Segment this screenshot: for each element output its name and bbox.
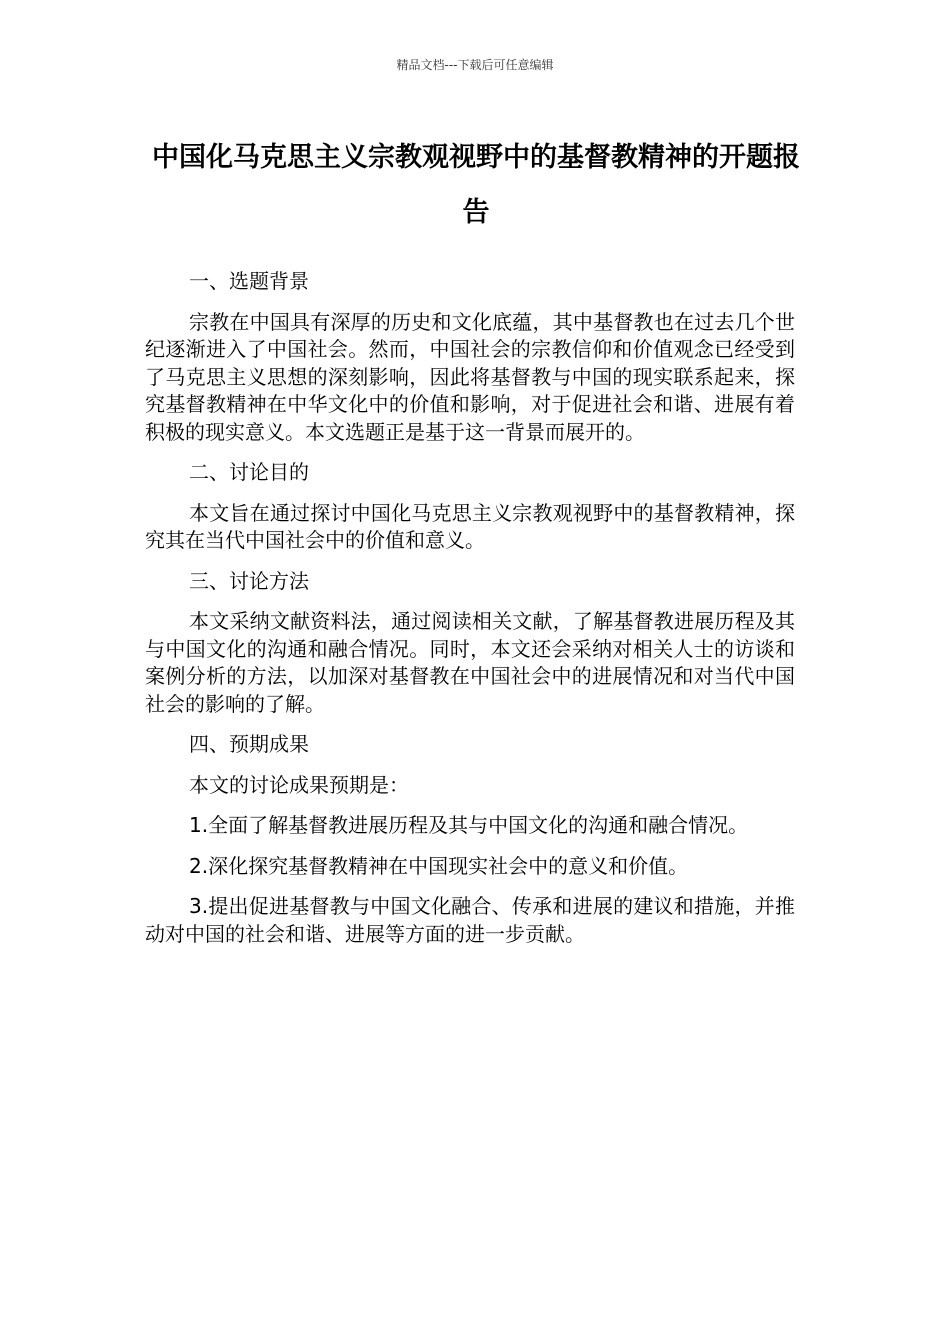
paragraph-background: 宗教在中国具有深厚的历史和文化底蕴，其中基督教也在过去几个世纪逐渐进入了中国社会。然而，中国社会的宗教信仰和价值观念已经受到了马克思主义思想的深刻影响，因此将基督教与中国的现实联系起来，探究基督教精神在中华文化中的价值和影响，对于促进社会和谐、进展有着积极的现实意义。本文选题正是基于这一背景而展开的。 [145,309,795,444]
paragraph-method: 本文采纳文献资料法，通过阅读相关文献，了解基督教进展历程及其与中国文化的沟通和融合情况。同时，本文还会采纳对相关人士的访谈和案例分析的方法，以加深对基督教在中国社会中的进展情况和对当代中国社会的影响的了解。 [145,609,795,716]
outcome-item-3: 3.提出促进基督教与中国文化融合、传承和进展的建议和措施，并推动对中国的社会和谐、进展等方面的进一步贡献。 [145,894,795,946]
document-title: 中国化马克思主义宗教观视野中的基督教精神的开题报告 [152,142,800,228]
outcome-item-2: 2.深化探究基督教精神在中国现实社会中的意义和价值。 [189,853,689,878]
document-body [145,268,795,961]
paragraph-purpose: 本文旨在通过探讨中国化马克思主义宗教观视野中的基督教精神，探究其在当代中国社会中的价值和意义。 [145,500,795,552]
section-heading-outcomes: 四、预期成果 [189,732,309,756]
header-note: 精品文档---下载后可任意编辑 [396,58,554,72]
section-heading-background: 一、选题背景 [189,269,309,293]
section-heading-purpose: 二、讨论目的 [189,460,309,484]
outcome-item-1: 1.全面了解基督教进展历程及其与中国文化的沟通和融合情况。 [189,813,749,837]
paragraph-outcomes-intro: 本文的讨论成果预期是： [189,772,409,797]
section-heading-method: 三、讨论方法 [189,568,309,593]
